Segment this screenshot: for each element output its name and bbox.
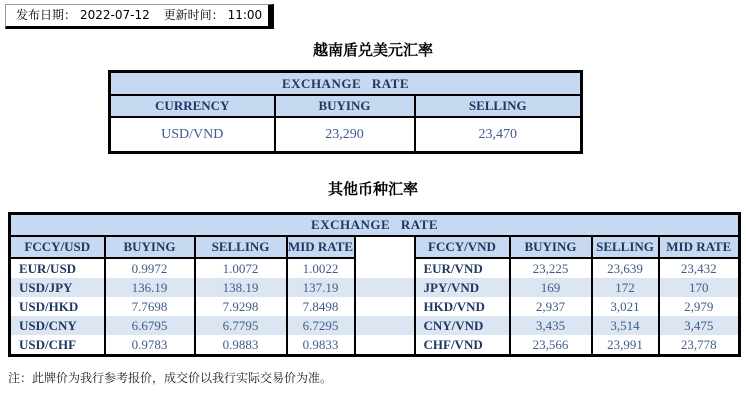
mid-rate-cell: 3,475 [659, 316, 740, 335]
table1-data-row [110, 117, 582, 153]
table1-header-buying: BUYING [275, 95, 415, 117]
pair-cell: CHF/VND [415, 335, 510, 356]
selling-value-cell: 23,470 [415, 117, 582, 153]
right-header-selling: SELLING [592, 236, 659, 258]
selling-cell: 23,991 [592, 335, 659, 356]
table1-banner-row [110, 72, 582, 96]
buying-value-cell: 23,290 [275, 117, 415, 153]
selling-cell: 3,021 [592, 297, 659, 316]
mid-rate-cell: 2,979 [659, 297, 740, 316]
pair-cell: USD/CHF [10, 335, 105, 356]
publish-info-box [5, 4, 274, 29]
right-header-buying: BUYING [510, 236, 592, 258]
table1-header-row [110, 95, 582, 117]
buying-cell: 6.6795 [105, 316, 195, 335]
spacer-cell [355, 278, 415, 297]
buying-cell: 2,937 [510, 297, 592, 316]
spacer-cell [355, 258, 415, 278]
selling-cell: 23,639 [592, 258, 659, 278]
update-time-value: 11:00 [227, 8, 263, 22]
pair-cell: USD/CNY [10, 316, 105, 335]
buying-cell: 23,225 [510, 258, 592, 278]
pair-cell: JPY/VND [415, 278, 510, 297]
buying-cell: 23,566 [510, 335, 592, 356]
buying-cell: 3,435 [510, 316, 592, 335]
cross-rate-table [8, 212, 741, 357]
pair-cell: CNY/VND [415, 316, 510, 335]
rate-row [10, 335, 740, 356]
buying-cell: 169 [510, 278, 592, 297]
rate-row [10, 316, 740, 335]
mid-rate-cell: 6.7295 [287, 316, 355, 335]
right-header-fccy-vnd: FCCY/VND [415, 236, 510, 258]
rate-row [10, 278, 740, 297]
left-header-fccy-usd: FCCY/USD [10, 236, 105, 258]
rate-row [10, 297, 740, 316]
selling-cell: 172 [592, 278, 659, 297]
table2-header-row [10, 236, 740, 258]
mid-rate-cell: 0.9833 [287, 335, 355, 356]
mid-rate-cell: 23,432 [659, 258, 740, 278]
pair-cell: USD/HKD [10, 297, 105, 316]
selling-cell: 138.19 [195, 278, 287, 297]
spacer-cell [355, 236, 415, 258]
buying-cell: 0.9783 [105, 335, 195, 356]
selling-cell: 1.0072 [195, 258, 287, 278]
left-header-midrate: MID RATE [287, 236, 355, 258]
right-header-midrate: MID RATE [659, 236, 740, 258]
disclaimer-note: 注：此牌价为我行参考报价，成交价以我行实际交易价为准。 [8, 371, 333, 385]
currency-pair-cell: USD/VND [110, 117, 275, 153]
mid-rate-cell: 170 [659, 278, 740, 297]
mid-rate-cell: 23,778 [659, 335, 740, 356]
update-time-label: 更新时间： [163, 8, 224, 22]
spacer-cell [355, 297, 415, 316]
selling-cell: 3,514 [592, 316, 659, 335]
publish-date-label: 发布日期： [16, 8, 77, 22]
usd-vnd-section-title: 越南盾兑美元汇率 [312, 41, 433, 59]
table2-banner: EXCHANGE RATE [10, 214, 740, 237]
pair-cell: USD/JPY [10, 278, 105, 297]
rate-row [10, 258, 740, 278]
buying-cell: 7.7698 [105, 297, 195, 316]
table1-header-currency: CURRENCY [110, 95, 275, 117]
selling-cell: 6.7795 [195, 316, 287, 335]
pair-cell: HKD/VND [415, 297, 510, 316]
table2-banner-row [10, 214, 740, 237]
mid-rate-cell: 7.8498 [287, 297, 355, 316]
pair-cell: EUR/VND [415, 258, 510, 278]
other-currency-section-title: 其他币种汇率 [327, 180, 418, 198]
left-header-selling: SELLING [195, 236, 287, 258]
spacer-cell [355, 316, 415, 335]
publish-date-value: 2022-07-12 [80, 8, 150, 22]
pair-cell: EUR/USD [10, 258, 105, 278]
selling-cell: 7.9298 [195, 297, 287, 316]
buying-cell: 0.9972 [105, 258, 195, 278]
usd-vnd-rate-table [108, 70, 583, 154]
selling-cell: 0.9883 [195, 335, 287, 356]
table1-banner: EXCHANGE RATE [110, 72, 582, 96]
table1-header-selling: SELLING [415, 95, 582, 117]
buying-cell: 136.19 [105, 278, 195, 297]
left-header-buying: BUYING [105, 236, 195, 258]
spacer-cell [355, 335, 415, 356]
mid-rate-cell: 137.19 [287, 278, 355, 297]
mid-rate-cell: 1.0022 [287, 258, 355, 278]
